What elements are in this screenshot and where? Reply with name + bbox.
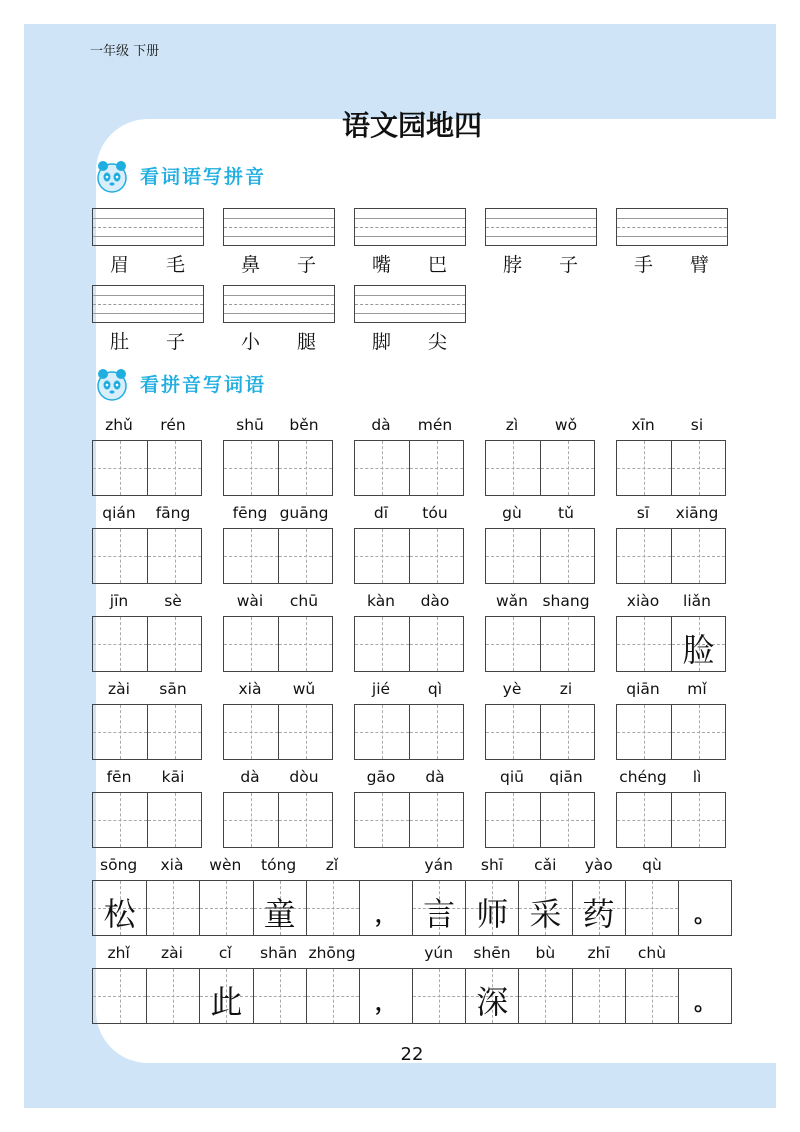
- writing-cell[interactable]: [409, 617, 463, 671]
- tianzige-box[interactable]: [616, 616, 726, 672]
- writing-cell[interactable]: [278, 617, 332, 671]
- writing-cell[interactable]: [617, 617, 671, 671]
- writing-cell[interactable]: [93, 705, 147, 759]
- pinyin-label: si: [690, 416, 704, 434]
- word-char: 眉: [110, 254, 130, 276]
- writing-cell[interactable]: [93, 793, 147, 847]
- writing-cell[interactable]: [540, 617, 594, 671]
- section-title: 看拼音写词语: [140, 374, 267, 396]
- pinyin-label: jié: [371, 680, 391, 698]
- vocab-word: [92, 327, 204, 351]
- writing-cell[interactable]: [540, 705, 594, 759]
- page-title: 语文园地四: [341, 109, 482, 142]
- pinyin-label: yún: [424, 944, 454, 962]
- sentence-grid[interactable]: [92, 968, 732, 1024]
- writing-cell[interactable]: [199, 969, 252, 1023]
- pinyin-label: liǎn: [683, 592, 711, 610]
- writing-cell[interactable]: [278, 705, 332, 759]
- vocab-word: [92, 250, 204, 274]
- pinyin-label: cǐ: [218, 944, 232, 962]
- writing-cell[interactable]: [306, 881, 359, 935]
- writing-cell[interactable]: [355, 529, 409, 583]
- pinyin-label: qiān: [626, 680, 660, 698]
- tianzige-box[interactable]: [354, 704, 464, 760]
- writing-cell[interactable]: [412, 881, 465, 935]
- word-char: 尖: [428, 331, 448, 353]
- tianzige-box[interactable]: [616, 528, 726, 584]
- writing-cell[interactable]: [671, 529, 725, 583]
- writing-cell[interactable]: [572, 881, 625, 935]
- writing-cell[interactable]: [147, 441, 201, 495]
- word-char: 毛: [166, 254, 186, 276]
- word-char: 脖: [503, 254, 523, 276]
- word-char: 鼻: [241, 254, 261, 276]
- writing-cell[interactable]: [278, 441, 332, 495]
- pinyin-label: guāng: [279, 504, 329, 522]
- writing-cell[interactable]: [146, 881, 199, 935]
- writing-cell[interactable]: [359, 881, 412, 935]
- pinyin-label: mǐ: [687, 680, 707, 698]
- pinyin-label: bù: [535, 944, 556, 962]
- writing-cell[interactable]: [224, 529, 278, 583]
- writing-cell[interactable]: [625, 969, 678, 1023]
- tianzige-box[interactable]: [223, 440, 333, 496]
- word-char: 子: [297, 254, 317, 276]
- writing-cell[interactable]: [625, 881, 678, 935]
- panda-icon: [92, 364, 136, 404]
- pinyin-label: yán: [424, 856, 453, 874]
- pinyin-label: tóng: [261, 856, 297, 874]
- writing-cell[interactable]: [518, 881, 571, 935]
- vocab-word: [223, 327, 335, 351]
- word-char: 子: [559, 254, 579, 276]
- pinyin-answer-box[interactable]: [485, 208, 597, 246]
- pinyin-label: xiāng: [675, 504, 719, 522]
- pinyin-label: shang: [542, 592, 590, 610]
- punctuation-mark: ，: [374, 903, 397, 928]
- writing-cell[interactable]: [93, 529, 147, 583]
- pinyin-label: xià: [160, 856, 184, 874]
- prefilled-char: 采: [529, 895, 562, 933]
- tianzige-box[interactable]: [616, 792, 726, 848]
- writing-cell[interactable]: [465, 969, 518, 1023]
- pinyin-label: sī: [636, 504, 650, 522]
- writing-cell[interactable]: [147, 793, 201, 847]
- pinyin-label: kāi: [161, 768, 185, 786]
- writing-cell[interactable]: [359, 969, 412, 1023]
- writing-cell[interactable]: [465, 881, 518, 935]
- pinyin-label: qù: [642, 856, 662, 874]
- pinyin-label: shū: [236, 416, 264, 434]
- word-char: 手: [634, 254, 654, 276]
- writing-cell[interactable]: [278, 793, 332, 847]
- writing-cell[interactable]: [93, 441, 147, 495]
- prefilled-char: 言: [423, 895, 456, 933]
- writing-cell[interactable]: [253, 969, 306, 1023]
- tianzige-box[interactable]: [223, 704, 333, 760]
- writing-cell[interactable]: [486, 441, 540, 495]
- pinyin-label: shēn: [473, 944, 511, 962]
- pinyin-label: dào: [420, 592, 450, 610]
- pinyin-label: zì: [505, 416, 519, 434]
- pinyin-label: qiū: [500, 768, 524, 786]
- prefilled-char: 深: [476, 983, 509, 1021]
- writing-cell[interactable]: [518, 969, 571, 1023]
- vocab-word: [485, 250, 597, 274]
- tianzige-box[interactable]: [616, 440, 726, 496]
- writing-cell[interactable]: [409, 793, 463, 847]
- pinyin-label: dī: [373, 504, 389, 522]
- tianzige-box[interactable]: [485, 704, 595, 760]
- writing-cell[interactable]: [671, 617, 725, 671]
- prefilled-char: 童: [263, 895, 296, 933]
- pinyin-label: chéng: [619, 768, 667, 786]
- sentence-grid[interactable]: [92, 880, 732, 936]
- prefilled-char: 药: [582, 895, 615, 933]
- pinyin-label: dòu: [289, 768, 319, 786]
- tianzige-box[interactable]: [92, 528, 202, 584]
- word-char: 小: [241, 331, 261, 353]
- tianzige-box[interactable]: [223, 528, 333, 584]
- pinyin-label: dà: [425, 768, 445, 786]
- writing-cell[interactable]: [671, 441, 725, 495]
- pinyin-label: sān: [159, 680, 187, 698]
- word-char: 肚: [110, 331, 130, 353]
- page-number: 22: [400, 1044, 424, 1065]
- word-char: 嘴: [372, 254, 392, 276]
- writing-cell[interactable]: [147, 529, 201, 583]
- tianzige-box[interactable]: [485, 440, 595, 496]
- pinyin-label: wài: [236, 592, 264, 610]
- writing-cell[interactable]: [540, 793, 594, 847]
- writing-cell[interactable]: [409, 441, 463, 495]
- pinyin-label: qián: [102, 504, 136, 522]
- writing-cell[interactable]: [678, 969, 731, 1023]
- pinyin-label: shī: [480, 856, 504, 874]
- writing-cell[interactable]: [617, 793, 671, 847]
- writing-cell[interactable]: [147, 617, 201, 671]
- grade-label: 一年级 下册: [90, 44, 160, 59]
- pinyin-answer-box[interactable]: [616, 208, 728, 246]
- prefilled-char: 松: [103, 895, 136, 933]
- writing-cell[interactable]: [355, 441, 409, 495]
- pinyin-label: zhǐ: [107, 944, 130, 962]
- pinyin-label: zài: [161, 944, 183, 962]
- writing-cell[interactable]: [147, 705, 201, 759]
- pinyin-label: xiào: [626, 592, 660, 610]
- prefilled-char: 师: [476, 895, 509, 933]
- pinyin-label: wǔ: [292, 680, 316, 698]
- pinyin-label: cǎi: [534, 856, 557, 874]
- writing-cell[interactable]: [224, 705, 278, 759]
- word-char: 臂: [690, 254, 710, 276]
- writing-cell[interactable]: [199, 881, 252, 935]
- pinyin-answer-box[interactable]: [354, 208, 466, 246]
- punctuation-mark: 。: [693, 991, 716, 1016]
- writing-cell[interactable]: [540, 441, 594, 495]
- prefilled-char: 脸: [682, 631, 715, 669]
- pinyin-label: dà: [240, 768, 260, 786]
- tianzige-box[interactable]: [485, 528, 595, 584]
- writing-cell[interactable]: [671, 705, 725, 759]
- word-char: 腿: [297, 331, 317, 353]
- writing-cell[interactable]: [409, 705, 463, 759]
- pinyin-answer-box[interactable]: [92, 285, 204, 323]
- pinyin-answer-box[interactable]: [92, 208, 204, 246]
- pinyin-label: qiān: [549, 768, 583, 786]
- tianzige-box[interactable]: [485, 792, 595, 848]
- pinyin-label: zhǔ: [105, 416, 133, 434]
- word-char: 脚: [372, 331, 392, 353]
- pinyin-label: shān: [260, 944, 298, 962]
- word-char: 巴: [428, 254, 448, 276]
- writing-cell[interactable]: [412, 969, 465, 1023]
- pinyin-label: tǔ: [558, 504, 574, 522]
- section-title: 看词语写拼音: [140, 166, 267, 188]
- tianzige-box[interactable]: [485, 616, 595, 672]
- pinyin-label: sè: [164, 592, 182, 610]
- pinyin-label: kàn: [366, 592, 396, 610]
- pinyin-label: wǒ: [554, 416, 578, 434]
- writing-cell[interactable]: [93, 617, 147, 671]
- writing-cell[interactable]: [355, 793, 409, 847]
- tianzige-box[interactable]: [616, 704, 726, 760]
- pinyin-label: sōng: [100, 856, 138, 874]
- writing-cell[interactable]: [486, 529, 540, 583]
- pinyin-label: zhōng: [308, 944, 356, 962]
- pinyin-label: wèn: [209, 856, 242, 874]
- pinyin-label: chū: [289, 592, 319, 610]
- writing-cell[interactable]: [224, 793, 278, 847]
- pinyin-label: zài: [108, 680, 130, 698]
- writing-cell[interactable]: [224, 441, 278, 495]
- tianzige-box[interactable]: [354, 440, 464, 496]
- vocab-word: [354, 250, 466, 274]
- writing-cell[interactable]: [278, 529, 332, 583]
- writing-cell[interactable]: [671, 793, 725, 847]
- writing-cell[interactable]: [486, 793, 540, 847]
- vocab-word: [616, 250, 728, 274]
- pinyin-label: fāng: [155, 504, 191, 522]
- tianzige-box[interactable]: [92, 792, 202, 848]
- writing-cell[interactable]: [486, 705, 540, 759]
- pinyin-label: xià: [238, 680, 262, 698]
- pinyin-label: dà: [371, 416, 391, 434]
- writing-cell[interactable]: [306, 969, 359, 1023]
- vocab-word: [223, 250, 335, 274]
- pinyin-label: zhī: [587, 944, 610, 962]
- pinyin-label: rén: [160, 416, 186, 434]
- writing-cell[interactable]: [224, 617, 278, 671]
- writing-cell[interactable]: [540, 529, 594, 583]
- pinyin-label: mén: [417, 416, 453, 434]
- vocab-word: [354, 327, 466, 351]
- pinyin-label: zǐ: [325, 856, 339, 874]
- writing-cell[interactable]: [678, 881, 731, 935]
- pinyin-label: yè: [502, 680, 522, 698]
- pinyin-label: fēng: [232, 504, 268, 522]
- tianzige-box[interactable]: [223, 792, 333, 848]
- pinyin-label: xīn: [631, 416, 655, 434]
- pinyin-label: yào: [584, 856, 613, 874]
- tianzige-box[interactable]: [354, 792, 464, 848]
- tianzige-box[interactable]: [354, 616, 464, 672]
- punctuation-mark: ，: [374, 991, 397, 1016]
- pinyin-label: gù: [502, 504, 522, 522]
- writing-cell[interactable]: [409, 529, 463, 583]
- panda-icon: [92, 156, 136, 196]
- pinyin-label: jīn: [109, 592, 129, 610]
- pinyin-label: zi: [559, 680, 573, 698]
- prefilled-char: 此: [210, 983, 243, 1021]
- writing-cell[interactable]: [572, 969, 625, 1023]
- tianzige-box[interactable]: [92, 704, 202, 760]
- punctuation-mark: 。: [693, 903, 716, 928]
- writing-cell[interactable]: [355, 705, 409, 759]
- pinyin-label: qì: [427, 680, 443, 698]
- tianzige-box[interactable]: [223, 616, 333, 672]
- pinyin-label: wǎn: [496, 592, 528, 610]
- pinyin-answer-box[interactable]: [354, 285, 466, 323]
- pinyin-label: chù: [637, 944, 667, 962]
- writing-cell[interactable]: [93, 881, 146, 935]
- pinyin-label: gāo: [366, 768, 396, 786]
- writing-cell[interactable]: [617, 705, 671, 759]
- pinyin-answer-box[interactable]: [223, 208, 335, 246]
- tianzige-box[interactable]: [92, 440, 202, 496]
- pinyin-answer-box[interactable]: [223, 285, 335, 323]
- word-char: 子: [166, 331, 186, 353]
- writing-cell[interactable]: [617, 441, 671, 495]
- pinyin-label: lì: [692, 768, 702, 786]
- writing-cell[interactable]: [486, 617, 540, 671]
- writing-cell[interactable]: [355, 617, 409, 671]
- writing-cell[interactable]: [617, 529, 671, 583]
- writing-cell[interactable]: [93, 969, 146, 1023]
- pinyin-label: fēn: [106, 768, 132, 786]
- pinyin-label: běn: [289, 416, 319, 434]
- writing-cell[interactable]: [146, 969, 199, 1023]
- tianzige-box[interactable]: [354, 528, 464, 584]
- tianzige-box[interactable]: [92, 616, 202, 672]
- pinyin-label: tóu: [422, 504, 448, 522]
- writing-cell[interactable]: [253, 881, 306, 935]
